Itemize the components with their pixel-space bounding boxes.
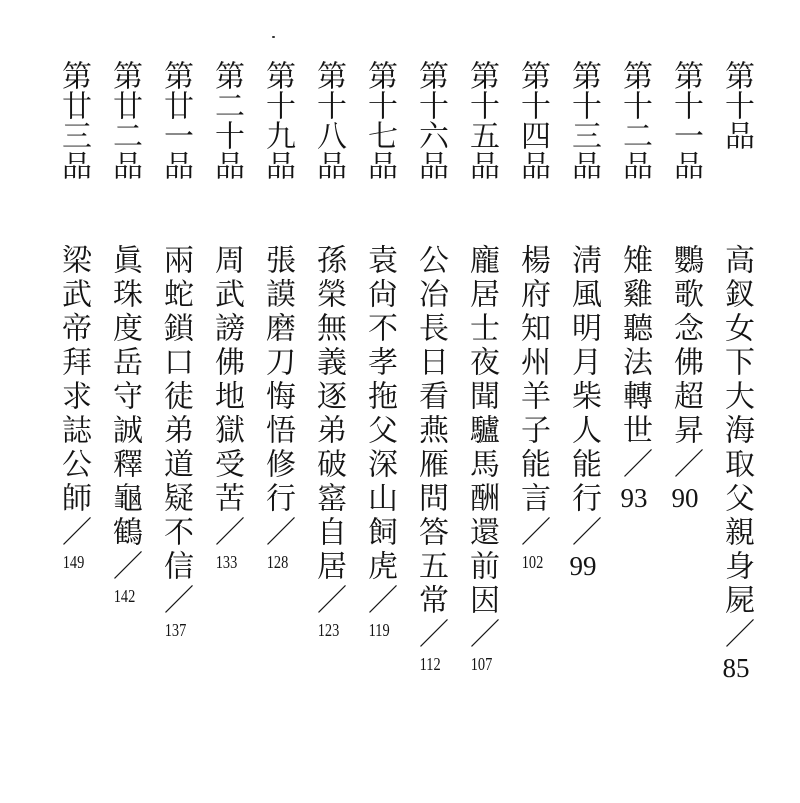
toc-entry — [717, 60, 755, 682]
page-number: 128 — [266, 552, 288, 572]
toc-entry — [564, 60, 602, 682]
page-number: 142 — [113, 586, 135, 606]
chapter-title: 雉雞聽法轉世／ — [617, 244, 652, 482]
chapter-title: 孫榮無義逐弟破窰自居／ — [311, 244, 346, 618]
page-number: 133 — [215, 552, 237, 572]
toc-entry — [258, 60, 296, 682]
chapter-number: 第十八品 — [311, 60, 346, 180]
toc-entry — [666, 60, 704, 682]
toc-entry — [105, 60, 143, 682]
toc-entry — [207, 60, 245, 682]
page-number: 85 — [722, 653, 750, 683]
chapter-title: 淸風明月柴人能行／ — [566, 244, 601, 550]
page-number: 99 — [569, 551, 597, 581]
page-number: 119 — [368, 620, 390, 640]
toc-entry — [156, 60, 194, 682]
page-number: 112 — [419, 654, 441, 674]
page-number: 102 — [521, 552, 543, 572]
page-number: 107 — [470, 654, 492, 674]
toc-entry — [513, 60, 551, 682]
ink-speck — [272, 36, 275, 38]
chapter-number: 第廿二品 — [107, 60, 142, 180]
page-number: 137 — [164, 620, 186, 640]
chapter-number: 第十六品 — [413, 60, 448, 180]
toc-entry — [360, 60, 398, 682]
chapter-number: 第廿一品 — [158, 60, 193, 180]
page-number: 149 — [62, 552, 84, 572]
chapter-title: 梁武帝拜求誌公師／ — [56, 244, 91, 550]
chapter-number: 第十品 — [719, 60, 754, 150]
page-number: 90 — [671, 483, 699, 513]
page-number: 93 — [620, 483, 648, 513]
chapter-title: 龐居士夜聞驢馬酬還前因／ — [464, 244, 499, 652]
chapter-title: 鸚歌念佛超昇／ — [668, 244, 703, 482]
table-of-contents — [54, 60, 755, 682]
chapter-title: 周武謗佛地獄受苦／ — [209, 244, 244, 550]
chapter-number: 第十九品 — [260, 60, 295, 180]
chapter-title: 兩蛇鎖口徒弟道疑不信／ — [158, 244, 193, 618]
toc-entry — [462, 60, 500, 682]
chapter-title: 楊府知州羊子能言／ — [515, 244, 550, 550]
chapter-title: 眞珠度岳守誠釋龜鶴／ — [107, 244, 142, 584]
chapter-number: 第十七品 — [362, 60, 397, 180]
chapter-title: 公冶長日看燕雁問答五常／ — [413, 244, 448, 652]
page-number: 123 — [317, 620, 339, 640]
chapter-number: 第十三品 — [566, 60, 601, 180]
chapter-title: 張謨磨刀悔悟修行／ — [260, 244, 295, 550]
toc-entry — [411, 60, 449, 682]
chapter-number: 第十五品 — [464, 60, 499, 180]
chapter-title: 袁尙不孝拖父深山飼虎／ — [362, 244, 397, 618]
toc-entry — [309, 60, 347, 682]
chapter-number: 第二十品 — [209, 60, 244, 180]
chapter-number: 第十二品 — [617, 60, 652, 180]
toc-entry — [615, 60, 653, 682]
toc-entry — [54, 60, 92, 682]
chapter-number: 第十一品 — [668, 60, 703, 180]
chapter-number: 第十四品 — [515, 60, 550, 180]
chapter-number: 第廿三品 — [56, 60, 91, 180]
chapter-title: 高釵女下大海取父親身屍／ — [719, 244, 754, 652]
